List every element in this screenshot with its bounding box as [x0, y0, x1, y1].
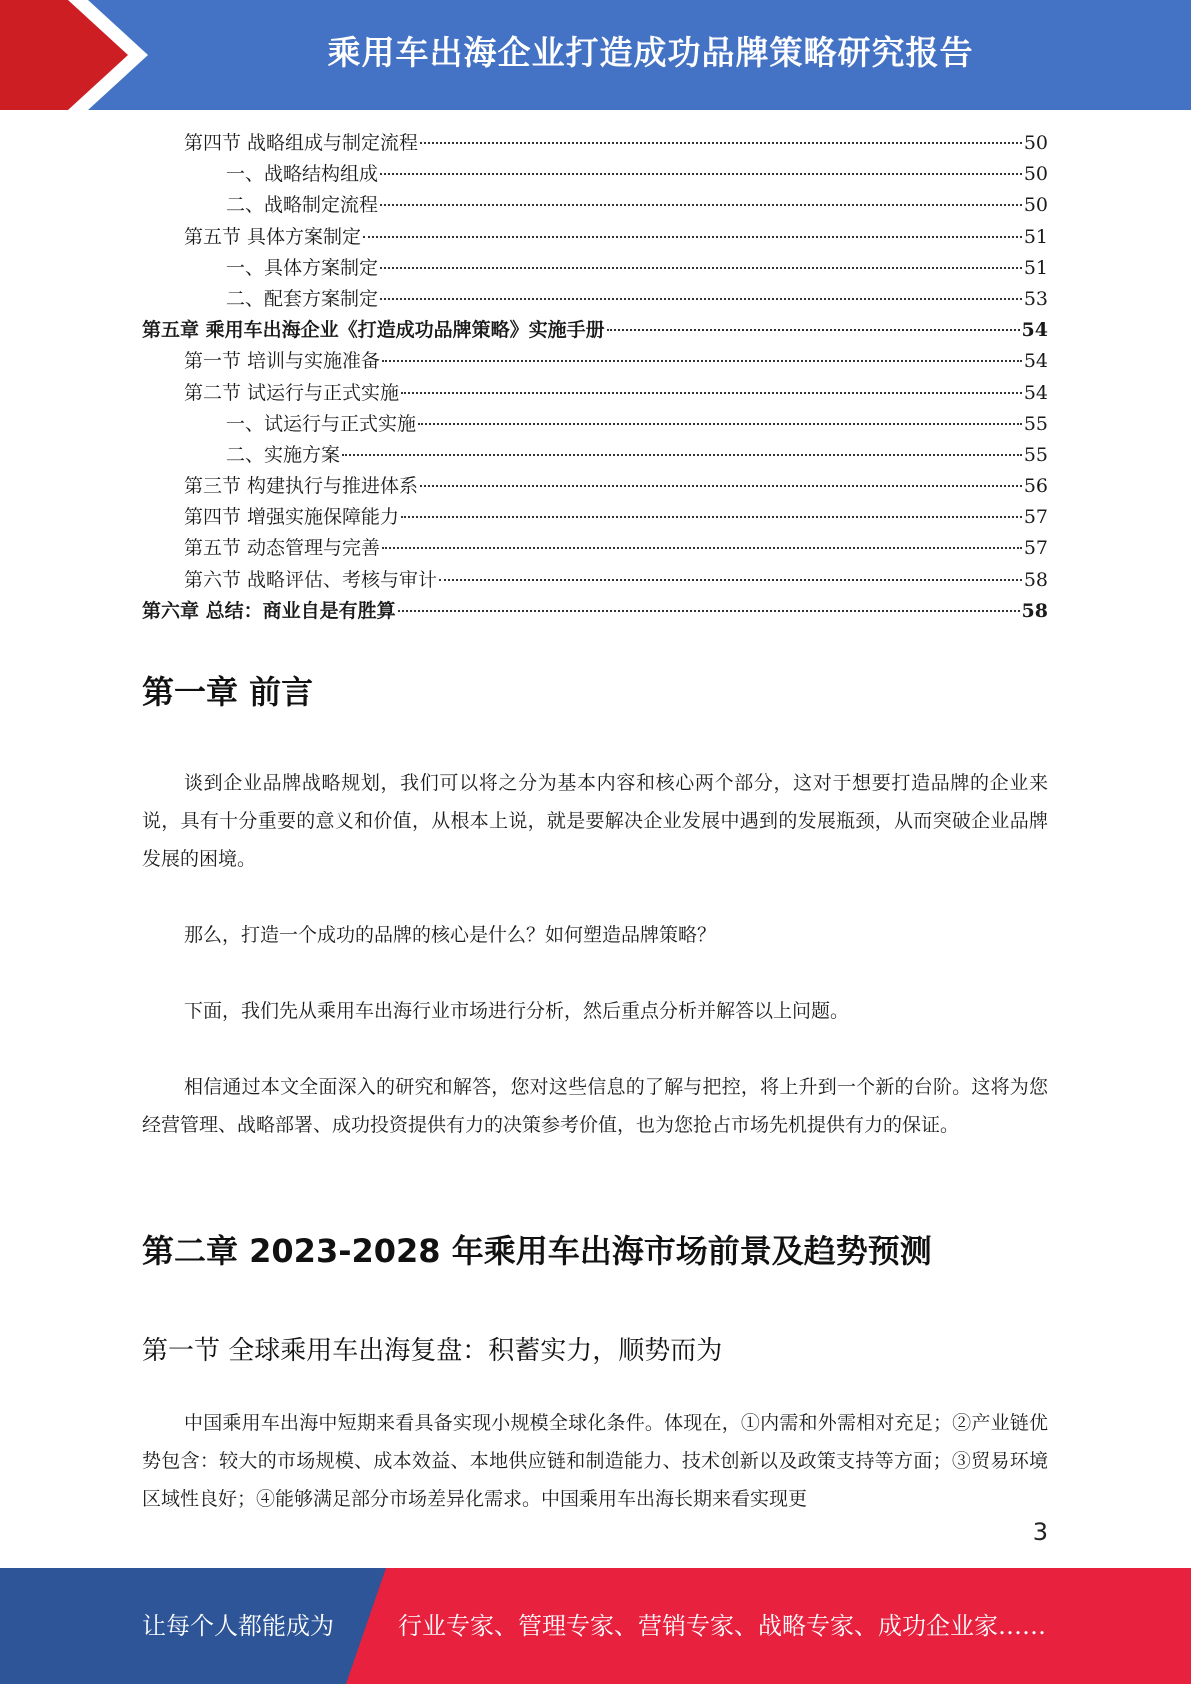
toc-entry-page: 55: [1023, 443, 1048, 466]
section-paragraph: 中国乘用车出海中短期来看具备实现小规模全球化条件。体现在，①内需和外需相对充足；②产业链优势包含：较大的市场规模、成本效益、本地供应链和制造能力、技术创新以及政策支持等方面；③贸易环境区域性良好；④能够满足部分市场差异化需求。中国乘用车出海长期来看实现更: [142, 1412, 1048, 1510]
toc-dot-leader: [380, 173, 1022, 175]
toc-entry[interactable]: [142, 222, 1048, 253]
toc-dot-leader: [382, 360, 1022, 362]
toc-entry-label: 第二节 试运行与正式实施: [184, 381, 400, 404]
toc-dot-leader: [363, 236, 1022, 238]
toc-entry-label: 第六节 战略评估、考核与审计: [184, 568, 438, 591]
toc-entry-label: 第四节 战略组成与制定流程: [184, 132, 419, 154]
toc-entry[interactable]: [142, 409, 1048, 440]
toc-entry-page: 58: [1023, 568, 1048, 591]
toc-dot-leader: [607, 329, 1020, 331]
toc-entry-page: 58: [1021, 599, 1048, 622]
toc-entry-page: 50: [1023, 163, 1048, 186]
toc-entry-label: 第五节 动态管理与完善: [184, 537, 381, 560]
chapter-1-paragraph: 那么，打造一个成功的品牌的核心是什么？如何塑造品牌策略？: [184, 924, 717, 946]
footer-slogan-left: 让每个人都能成为: [142, 1612, 334, 1640]
chapter-1-paragraph: 谈到企业品牌战略规划，我们可以将之分为基本内容和核心两个部分，这对于想要打造品牌的企业来说，具有十分重要的意义和价值，从根本上说，就是要解决企业发展中遇到的发展瓶颈，从而突破企业品牌发展的困境。: [142, 772, 1048, 870]
toc-entry-page: 50: [1023, 194, 1048, 217]
toc-entry[interactable]: [142, 502, 1048, 533]
toc-dot-leader: [420, 142, 1022, 144]
toc-entry-label: 一、试运行与正式实施: [226, 412, 417, 435]
toc-entry-page: 54: [1023, 381, 1048, 404]
toc-dot-leader: [380, 267, 1022, 269]
toc-entry-label: 第一节 培训与实施准备: [184, 350, 381, 373]
toc-dot-leader: [342, 454, 1022, 456]
toc-entry[interactable]: [142, 190, 1048, 221]
page-number: 3: [1032, 1518, 1048, 1546]
table-of-contents: [142, 128, 1048, 627]
toc-entry[interactable]: [142, 471, 1048, 502]
toc-entry-label: 第五节 具体方案制定: [184, 225, 362, 248]
toc-entry-page: 54: [1023, 350, 1048, 373]
section-heading: 第一节 全球乘用车出海复盘：积蓄实力，顺势而为: [142, 1336, 723, 1366]
toc-dot-leader: [418, 423, 1022, 425]
toc-entry-label: 二、配套方案制定: [226, 287, 379, 310]
toc-entry[interactable]: [142, 346, 1048, 377]
toc-entry[interactable]: [142, 128, 1048, 159]
toc-entry[interactable]: [142, 253, 1048, 284]
toc-dot-leader: [380, 298, 1022, 300]
footer-slogan-right: 行业专家、管理专家、营销专家、战略专家、成功企业家……: [398, 1612, 1046, 1640]
toc-entry-page: 54: [1021, 319, 1048, 342]
toc-entry-page: 57: [1023, 506, 1048, 529]
toc-entry-label: 第三节 构建执行与推进体系: [184, 475, 419, 498]
toc-entry-page: 55: [1023, 412, 1048, 435]
toc-entry[interactable]: [142, 378, 1048, 409]
page-footer: [0, 1568, 1191, 1684]
toc-entry[interactable]: [142, 533, 1048, 564]
toc-dot-leader: [380, 204, 1022, 206]
toc-entry-page: 53: [1023, 287, 1048, 310]
toc-entry[interactable]: [142, 565, 1048, 596]
toc-entry[interactable]: [142, 159, 1048, 190]
toc-dot-leader: [398, 610, 1020, 612]
toc-entry-page: 51: [1023, 225, 1048, 248]
toc-dot-leader: [420, 485, 1022, 487]
chapter-1-heading: 第一章 前言: [142, 673, 314, 711]
toc-entry-label: 二、战略制定流程: [226, 194, 379, 217]
toc-entry[interactable]: [142, 284, 1048, 315]
chapter-1-paragraph: 下面，我们先从乘用车出海行业市场进行分析，然后重点分析并解答以上问题。: [184, 1000, 850, 1022]
toc-entry[interactable]: [142, 440, 1048, 471]
toc-entry-label: 一、具体方案制定: [226, 256, 379, 279]
toc-dot-leader: [439, 579, 1022, 581]
toc-dot-leader: [401, 392, 1022, 394]
page-header: [0, 0, 1191, 110]
toc-entry[interactable]: [142, 596, 1048, 627]
toc-entry-page: 51: [1023, 256, 1048, 279]
report-title: 乘用车出海企业打造成功品牌策略研究报告: [327, 33, 974, 72]
chapter-1-paragraph: 相信通过本文全面深入的研究和解答，您对这些信息的了解与把控，将上升到一个新的台阶。这将为您经营管理、战略部署、成功投资提供有力的决策参考价值，也为您抢占市场先机提供有力的保证。: [142, 1076, 1048, 1136]
toc-entry-label: 第六章 总结：商业自是有胜算: [142, 599, 396, 622]
toc-entry[interactable]: [142, 315, 1048, 346]
toc-entry-label: 一、战略结构组成: [226, 163, 379, 186]
toc-entry-page: 56: [1023, 475, 1048, 498]
chapter-2-heading: 第二章 2023-2028 年乘用车出海市场前景及趋势预测: [142, 1232, 932, 1270]
toc-entry-label: 二、实施方案: [226, 443, 341, 466]
toc-entry-label: 第四节 增强实施保障能力: [184, 506, 400, 529]
toc-dot-leader: [382, 547, 1022, 549]
toc-dot-leader: [401, 516, 1022, 518]
toc-entry-label: 第五章 乘用车出海企业《打造成功品牌策略》实施手册: [142, 319, 605, 342]
toc-entry-page: 57: [1023, 537, 1048, 560]
toc-entry-page: 50: [1023, 132, 1048, 154]
